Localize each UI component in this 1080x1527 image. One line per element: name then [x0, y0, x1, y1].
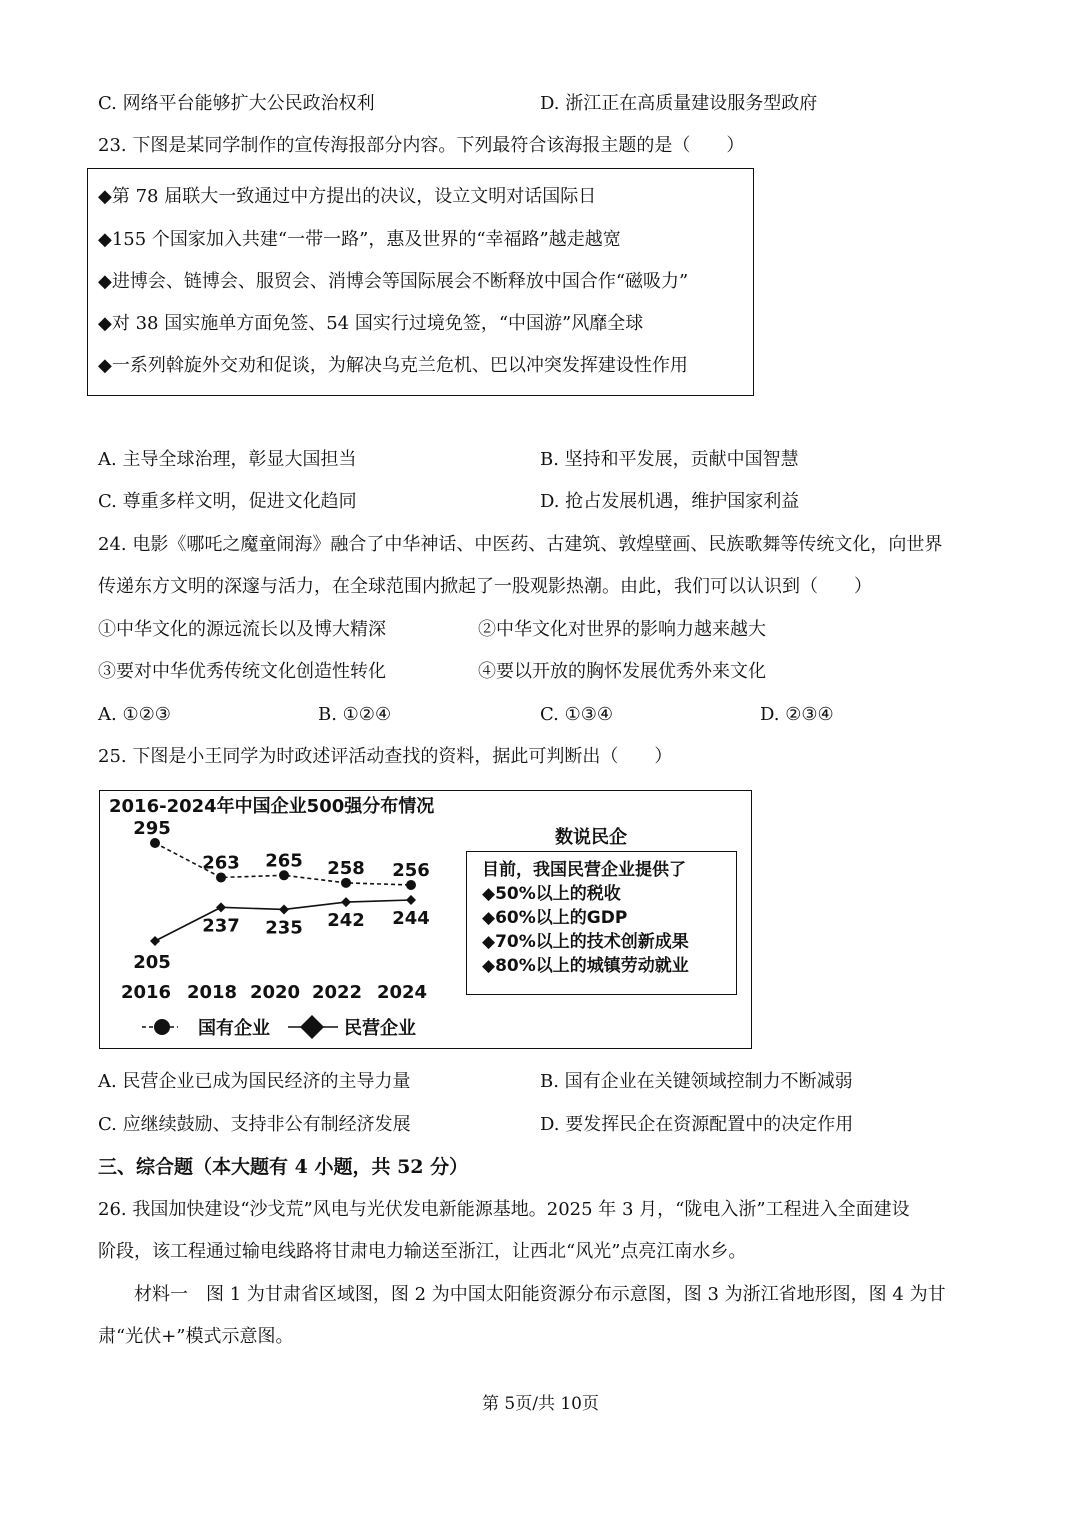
soe-data-label: 295 [133, 818, 171, 839]
soe-point [216, 872, 226, 882]
chart-title: 2016-2024年中国企业500强分布情况 [109, 796, 435, 817]
q26-stem-line2: 阶段，该工程通过输电线路将甘肃电力输送至浙江，让西北“风光”点亮江南水乡。 [98, 1241, 747, 1262]
q25-option-a: A. 民营企业已成为国民经济的主导力量 [98, 1071, 411, 1092]
poster-item: ◆第 78 届联大一致通过中方提出的决议，设立文明对话国际日 [98, 186, 597, 207]
legend-soe-marker [154, 1019, 170, 1035]
q25-option-d: D. 要发挥民企在资源配置中的决定作用 [540, 1114, 854, 1135]
soe-data-label: 258 [327, 857, 365, 879]
soe-point [279, 870, 289, 880]
q26-material-line1: 材料一 图 1 为甘肃省区域图，图 2 为中国太阳能资源分布示意图，图 3 为浙江省地形图，图 4 为甘 [134, 1284, 946, 1305]
private-point [406, 895, 416, 905]
q25-figure-box [99, 790, 752, 1049]
q26-stem-line1: 26. 我国加快建设“沙戈荒”风电与光伏发电新能源基地。2025 年 3 月，“陇电入浙”工程进入全面建设 [98, 1199, 910, 1220]
x-tick-label: 2024 [376, 982, 428, 1003]
q24-option-d: D. ②③④ [760, 704, 834, 725]
info-box-item: ◆50%以上的税收 [482, 884, 621, 904]
q24-option-c: C. ①③④ [540, 704, 613, 725]
q25-option-c: C. 应继续鼓励、支持非公有制经济发展 [98, 1114, 411, 1135]
poster-item: ◆对 38 国实施单方面免签、54 国实行过境免签，“中国游”风靡全球 [98, 313, 644, 334]
private-point [341, 897, 351, 907]
chart-legend [142, 1015, 416, 1039]
q23-option-a: A. 主导全球治理，彰显大国担当 [98, 449, 357, 470]
private-data-label: 205 [133, 952, 171, 973]
q23-stem: 23. 下图是某同学制作的宣传海报部分内容。下列最符合该海报主题的是（ ） [98, 135, 745, 156]
x-tick-label: 2020 [249, 982, 301, 1003]
private-point [150, 936, 160, 946]
q24-item-1: ①中华文化的源远流长以及博大精深 [98, 619, 386, 640]
soe-data-label: 256 [392, 860, 430, 881]
q23-option-c: C. 尊重多样文明，促进文化趋同 [98, 491, 357, 512]
q24-item-4: ④要以开放的胸怀发展优秀外来文化 [478, 661, 766, 682]
x-tick-label: 2022 [311, 982, 363, 1003]
q25-stem: 25. 下图是小王同学为时政述评活动查找的资料，据此可判断出（ ） [98, 746, 673, 767]
private-data-label: 242 [327, 910, 365, 932]
info-box-item: ◆60%以上的GDP [482, 908, 628, 928]
info-box-item: ◆70%以上的技术创新成果 [482, 932, 689, 952]
soe-data-label: 265 [265, 850, 303, 872]
x-tick-label: 2018 [186, 982, 238, 1003]
private-point [216, 902, 226, 912]
info-box-intro: 目前，我国民营企业提供了 [482, 860, 686, 880]
private-point [279, 904, 289, 914]
section3-heading: 三、综合题（本大题有 4 小题，共 52 分） [98, 1156, 469, 1178]
soe-point [150, 838, 160, 848]
legend-private-label: 民营企业 [344, 1018, 416, 1039]
legend-soe-label: 国有企业 [198, 1018, 270, 1039]
q24-stem-line2: 传递东方文明的深邃与活力，在全球范围内掀起了一股观影热潮。由此，我们可以认识到（ ） [98, 576, 872, 597]
poster-item: ◆一系列斡旋外交劝和促谈，为解决乌克兰危机、巴以冲突发挥建设性作用 [98, 355, 688, 376]
q24-stem-line1: 24. 电影《哪吒之魔童闹海》融合了中华神话、中医药、古建筑、敦煌壁画、民族歌舞等传统文化，向世界 [98, 534, 943, 555]
q25-option-b: B. 国有企业在关键领域控制力不断减弱 [540, 1071, 853, 1092]
q26-material-line2: 肃“光伏+”模式示意图。 [98, 1326, 294, 1347]
info-box-title: 数说民企 [555, 827, 627, 848]
soe-point [341, 878, 351, 888]
private-data-label: 235 [265, 917, 303, 939]
q24-option-b: B. ①②④ [318, 704, 392, 725]
q22-option-c: C. 网络平台能够扩大公民政治权利 [98, 93, 375, 114]
q24-item-2: ②中华文化对世界的影响力越来越大 [478, 619, 766, 640]
private-data-label: 237 [202, 915, 240, 937]
info-box [466, 851, 737, 995]
private-data-label: 244 [392, 908, 430, 929]
poster-item: ◆155 个国家加入共建“一带一路”，惠及世界的“幸福路”越走越宽 [98, 229, 621, 250]
soe-data-label: 263 [202, 852, 240, 874]
q23-option-b: B. 坚持和平发展，贡献中国智慧 [540, 449, 799, 470]
soe-point [406, 880, 416, 890]
info-box-item: ◆80%以上的城镇劳动就业 [482, 956, 689, 976]
poster-item: ◆进博会、链博会、服贸会、消博会等国际展会不断释放中国合作“磁吸力” [98, 271, 689, 292]
q24-option-a: A. ①②③ [98, 704, 171, 725]
q23-option-d: D. 抢占发展机遇，维护国家利益 [540, 491, 800, 512]
x-tick-label: 2016 [120, 982, 172, 1003]
page-number: 第 5页/共 10页 [482, 1394, 599, 1414]
q24-item-3: ③要对中华优秀传统文化创造性转化 [98, 661, 386, 682]
q23-poster-box [87, 168, 754, 396]
legend-private-marker [300, 1015, 324, 1039]
q22-option-d: D. 浙江正在高质量建设服务型政府 [540, 93, 818, 114]
